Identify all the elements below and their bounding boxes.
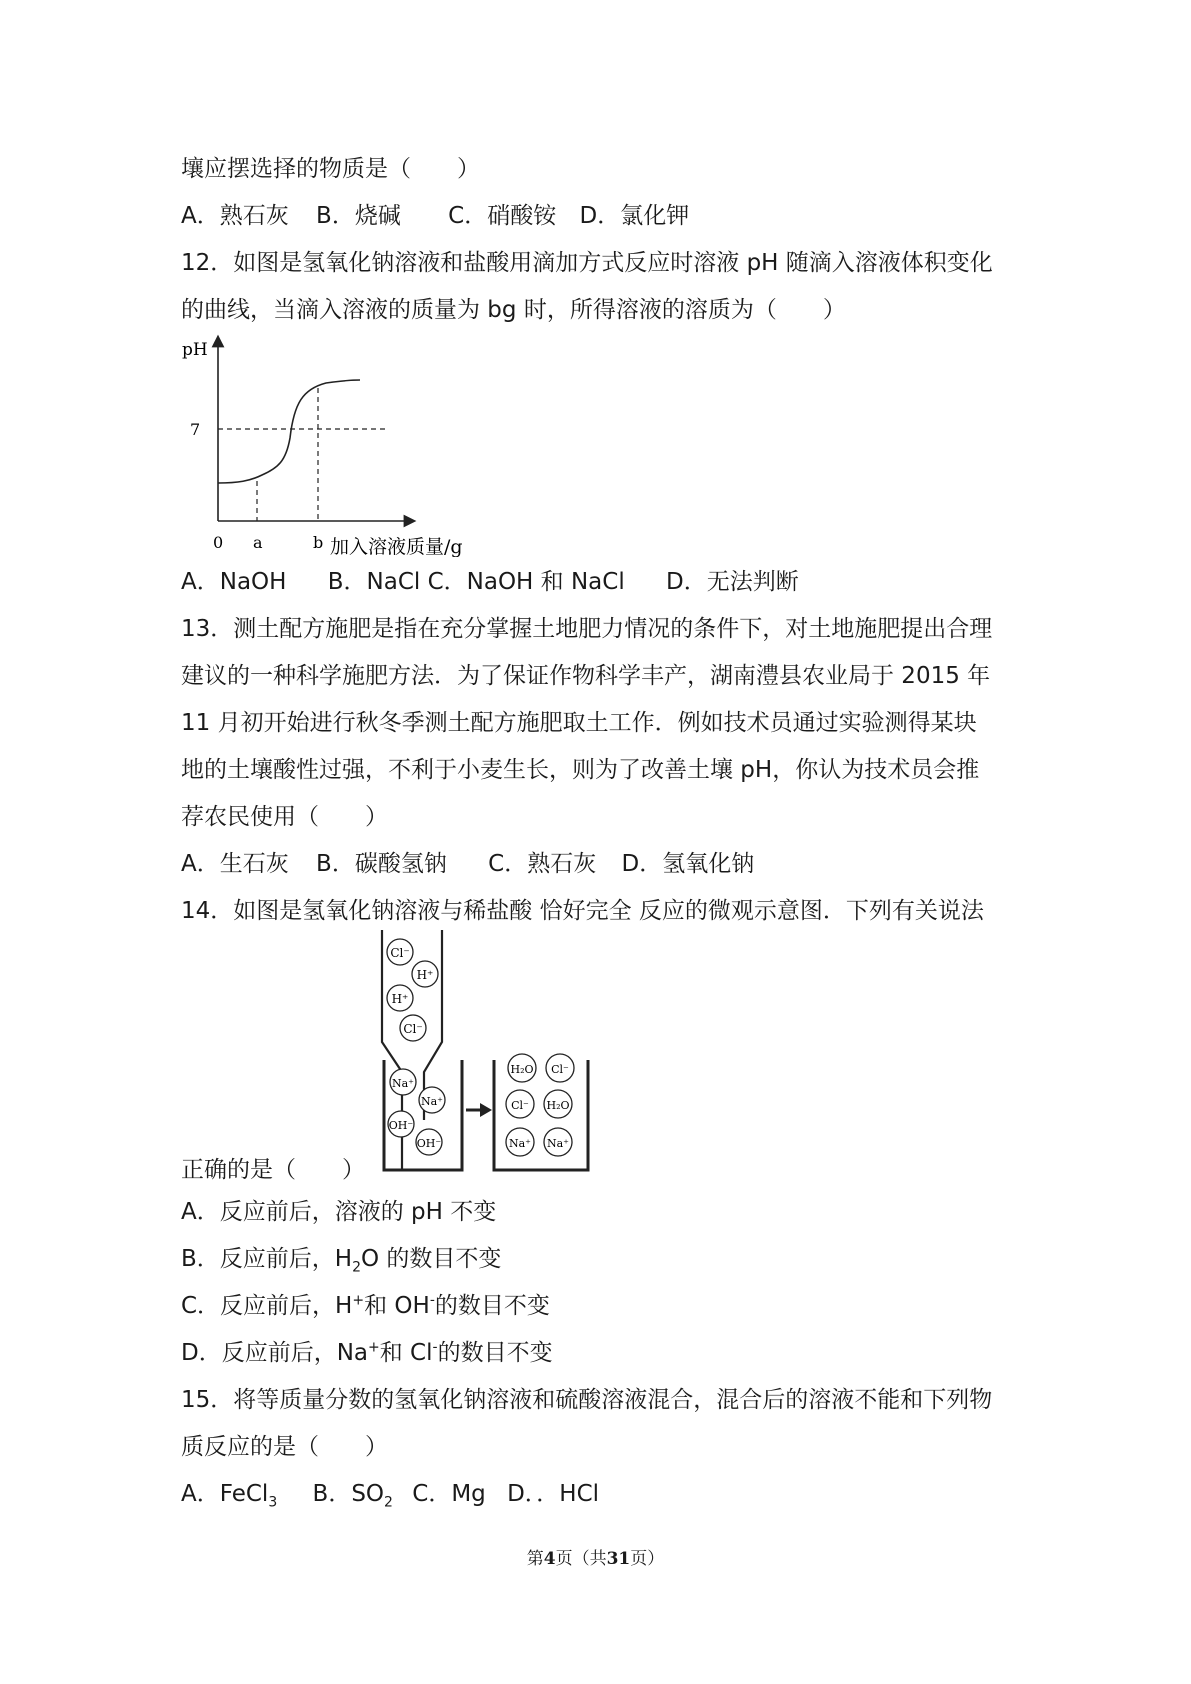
y-tick-7: 7 [190, 420, 201, 439]
svg-text:OH⁻: OH⁻ [416, 1137, 442, 1150]
svg-text:OH⁻: OH⁻ [388, 1119, 414, 1132]
svg-text:Na⁺: Na⁺ [392, 1077, 414, 1090]
svg-text:H₂O: H₂O [546, 1099, 570, 1112]
q15-option-d: D．．HCl [507, 1481, 600, 1507]
svg-text:Cl⁻: Cl⁻ [511, 1099, 529, 1112]
y-axis-label: pH [182, 340, 208, 360]
q13-option-a: A．生石灰 [181, 851, 289, 877]
drop-particle [412, 961, 438, 987]
reaction-arrow-head [480, 1103, 492, 1117]
svg-text:H₂O: H₂O [510, 1063, 534, 1076]
q15-option-c: C．Mg [412, 1481, 486, 1507]
beaker-after [494, 1060, 588, 1170]
q13-text-line-2: 建议的一种科学施肥方法．为了保证作物科学丰产，湖南澧县农业局于 2015 年 [181, 663, 991, 689]
q11-option-a: A．熟石灰 [181, 203, 289, 229]
q11-option-b: B．烧碱 [316, 203, 401, 229]
q11-continuation: 壤应摆选择的物质是（ ） [181, 156, 480, 182]
beaker-before-particle [416, 1129, 442, 1155]
q15-options [181, 1479, 599, 1509]
x-tick-b: b [313, 533, 324, 552]
svg-text:H⁺: H⁺ [416, 968, 434, 982]
q13-text-line-5: 荐农民使用（ ） [181, 804, 388, 830]
q13-text-line-3: 11 月初开始进行秋冬季测土配方施肥取土工作．例如技术员通过实验测得某块 [181, 710, 977, 736]
beaker-before-particle [419, 1087, 445, 1113]
q13-option-d: D．氢氧化钠 [621, 851, 755, 877]
q15-text-line-1: 15．将等质量分数的氢氧化钠溶液和硫酸溶液混合，混合后的溶液不能和下列物 [181, 1387, 993, 1413]
q12-options [181, 567, 799, 597]
ph-curve [218, 380, 360, 483]
drop-particle [387, 985, 413, 1011]
page-number: 4 [543, 1549, 556, 1569]
svg-text:Na⁺: Na⁺ [547, 1137, 569, 1150]
x-origin-label: 0 [213, 533, 224, 552]
x-tick-a: a [253, 533, 263, 552]
q13-text-line-4: 地的土壤酸性过强，不利于小麦生长，则为了改善土壤 pH，你认为技术员会推 [181, 757, 980, 783]
ph-curve-chart [178, 333, 498, 557]
beaker-after-particle [546, 1054, 574, 1082]
q13-text-line-1: 13．测土配方施肥是指在充分掌握土地肥力情况的条件下，对土地施肥提出合理 [181, 616, 993, 642]
q12-option-d: D．无法判断 [666, 569, 799, 595]
q15-text-line-2: 质反应的是（ ） [181, 1434, 388, 1460]
beaker-after-particle [544, 1090, 572, 1118]
x-axis-label: 加入溶液质量/g [330, 536, 463, 557]
q14-text-line-2: 正确的是（ ） [181, 1157, 365, 1183]
q14-option-c: C．反应前后，H+和 OH-的数目不变 [181, 1292, 550, 1319]
drop-particle [387, 939, 413, 965]
q11-options [181, 201, 689, 231]
q12-option-a: A．NaOH [181, 569, 287, 595]
q14-option-d: D．反应前后，Na+和 Cl-的数目不变 [181, 1339, 553, 1366]
beaker-after-particle [506, 1090, 534, 1118]
q12-text-line-2: 的曲线，当滴入溶液的质量为 bg 时，所得溶液的溶质为（ ） [181, 297, 846, 323]
svg-text:H⁺: H⁺ [391, 992, 409, 1006]
svg-text:Cl⁻: Cl⁻ [390, 946, 410, 960]
q13-option-b: B．碳酸氢钠 [316, 851, 447, 877]
q13-option-c: C．熟石灰 [488, 851, 597, 877]
svg-text:Cl⁻: Cl⁻ [403, 1022, 423, 1036]
q12-option-c: C．NaOH 和 NaCl [427, 569, 625, 595]
beaker-before-particle [390, 1069, 416, 1095]
beaker-after-particle [544, 1128, 572, 1156]
q14-text-line-1: 14．如图是氢氧化钠溶液与稀盐酸 恰好完全 反应的微观示意图．下列有关说法 [181, 898, 984, 924]
beaker-after-particle [508, 1054, 536, 1082]
q11-option-d: D．氯化钾 [579, 203, 690, 229]
neutralization-diagram [370, 930, 600, 1178]
svg-text:Cl⁻: Cl⁻ [551, 1063, 569, 1076]
q13-options [181, 849, 754, 879]
drop-particle [400, 1015, 426, 1041]
q11-option-c: C．硝酸铵 [448, 203, 557, 229]
q14-option-b: B．反应前后，$H_2O$ 的数目不变 [181, 1246, 502, 1276]
q15-option-b: B．$SO_2$ [312, 1481, 393, 1511]
q12-text-line-1: 12．如图是氢氧化钠溶液和盐酸用滴加方式反应时溶液 pH 随滴入溶液体积变化 [181, 250, 993, 276]
page-footer: 第4页（共31页） [526, 1549, 665, 1569]
q14-option-a: A．反应前后，溶液的 pH 不变 [181, 1199, 497, 1225]
beaker-after-particle [506, 1128, 534, 1156]
svg-text:Na⁺: Na⁺ [509, 1137, 531, 1150]
svg-text:Na⁺: Na⁺ [421, 1095, 443, 1108]
q15-option-a: A．FeCl$_3$ [181, 1481, 278, 1511]
total-pages: 31 [606, 1549, 631, 1569]
q12-option-b: B．NaCl [327, 569, 421, 595]
beaker-before-particle [388, 1111, 414, 1137]
